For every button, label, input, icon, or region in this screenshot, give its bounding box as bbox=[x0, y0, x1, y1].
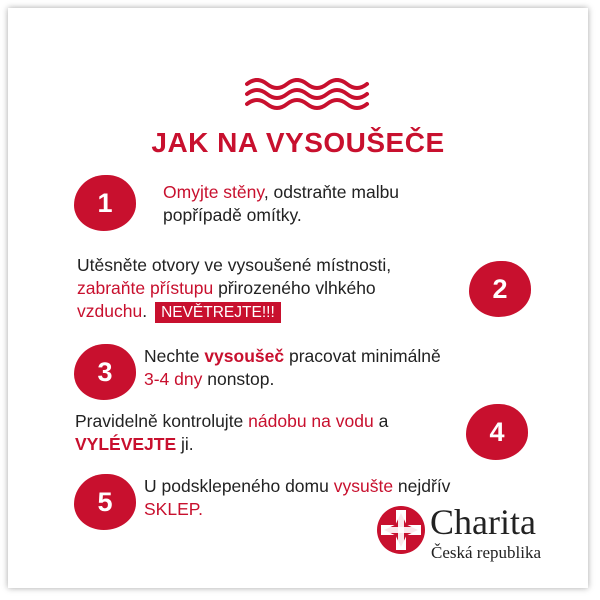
step-4-text bbox=[75, 410, 388, 456]
warning-badge: NEVĚTREJTE!!! bbox=[155, 302, 281, 323]
step-3-text bbox=[144, 345, 441, 391]
step-3-line-1-pre: Nechte bbox=[144, 346, 205, 366]
step-4-line-1-pre: Pravidelně kontrolujte bbox=[75, 411, 249, 431]
step-3-line-2-rest: nonstop. bbox=[202, 369, 275, 389]
step-3-highlight-2: 3-4 dny bbox=[144, 369, 203, 389]
step-2-line-2-rest: přirozeného vlhkého bbox=[213, 278, 376, 298]
logo-subtitle: Česká republika bbox=[431, 543, 541, 562]
step-1-badge: 1 bbox=[74, 175, 136, 231]
step-1-text-rest: , odstraňte malbu bbox=[263, 182, 400, 202]
step-5-line-1-pre: U podsklepeného domu bbox=[144, 476, 334, 496]
step-1-highlight: Omyjte stěny bbox=[163, 182, 264, 202]
page-title: JAK NA VYSOUŠEČE bbox=[151, 127, 445, 158]
step-5-highlight: vysušte bbox=[333, 476, 394, 496]
step-4-line-2-rest: ji. bbox=[176, 434, 194, 454]
infographic-card bbox=[8, 8, 588, 588]
step-5-line-1-rest: nejdřív bbox=[393, 476, 451, 496]
charita-cross-icon bbox=[376, 505, 426, 555]
step-3-line-1-rest: pracovat minimálně bbox=[284, 346, 441, 366]
step-5-badge: 5 bbox=[74, 474, 136, 530]
step-2-text bbox=[77, 254, 391, 323]
step-2-highlight: zabraňte přístupu bbox=[77, 278, 214, 298]
step-2-badge: 2 bbox=[469, 261, 531, 317]
step-3-highlight: vysoušeč bbox=[204, 346, 285, 366]
step-2-line-3-rest: . bbox=[142, 301, 148, 321]
step-4-highlight-2: VYLÉVEJTE bbox=[75, 434, 177, 454]
step-4-highlight: nádobu na vodu bbox=[248, 411, 374, 431]
wave-decoration-icon bbox=[245, 78, 371, 112]
step-4-line-1-rest: a bbox=[373, 411, 389, 431]
step-5-highlight-2: SKLEP. bbox=[144, 499, 204, 519]
charita-logo bbox=[376, 502, 576, 565]
step-4-badge: 4 bbox=[466, 404, 528, 460]
step-1-text bbox=[163, 181, 399, 227]
step-2-line-1: Utěsněte otvory ve vysoušené místnosti, bbox=[77, 255, 392, 275]
step-2-highlight-2: vzduchu bbox=[77, 301, 143, 321]
step-3-badge: 3 bbox=[74, 344, 136, 400]
logo-name: Charita bbox=[430, 502, 536, 542]
step-1-line-2: popřípadě omítky. bbox=[163, 205, 302, 225]
